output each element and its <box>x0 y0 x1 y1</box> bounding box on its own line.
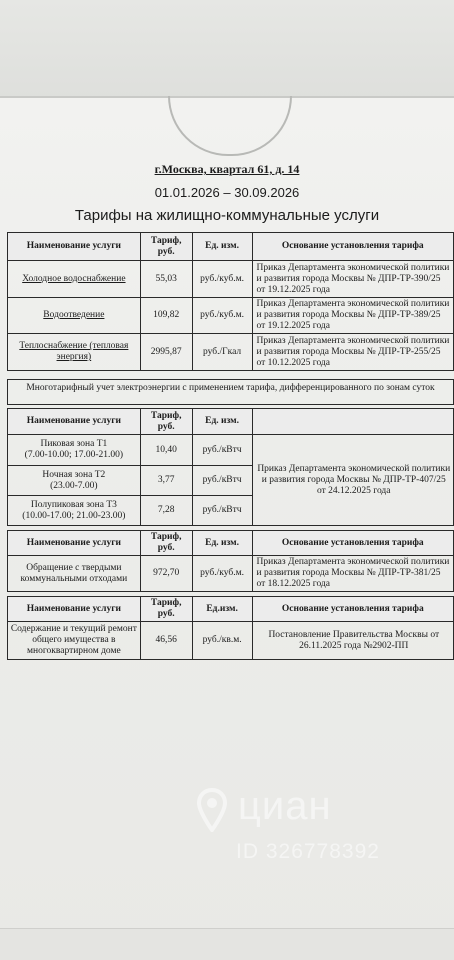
tariff-value: 55,03 <box>140 261 192 298</box>
tariff-value: 10,40 <box>140 435 192 466</box>
column-header <box>252 409 453 435</box>
table-row <box>8 261 454 298</box>
unit: руб./кВтч <box>192 435 252 466</box>
service-name: Обращение с твердыми коммунальными отходами <box>8 556 141 592</box>
column-header: Основание установления тарифа <box>252 233 453 261</box>
zone-label: Пиковая зона Т1 <box>40 439 108 449</box>
service-name: Содержание и текущий ремонт общего имущества в многоквартирном доме <box>8 622 141 660</box>
column-header: Ед.изм. <box>192 597 252 622</box>
column-header: Тариф, руб. <box>140 409 192 435</box>
tariff-basis: Приказ Департамента экономической политики и развития города Москвы № ДПР-ТР-390/25 от 19.12.2025 года <box>252 261 453 298</box>
zone-label: Полупиковая зона Т3 <box>30 499 117 510</box>
utilities-tariff-table <box>7 232 454 371</box>
tariff-value: 3,77 <box>140 466 192 496</box>
tariff-value: 2995,87 <box>140 334 192 371</box>
wall-background <box>0 0 454 100</box>
electricity-tariff-table <box>7 408 454 526</box>
cian-watermark <box>196 780 426 880</box>
table-row <box>8 622 454 660</box>
unit: руб./куб.м. <box>192 298 252 334</box>
zone-hours: (10.00-17.00; 21.00-23.00) <box>22 510 126 521</box>
tariff-value: 46,56 <box>140 622 192 660</box>
zone-name <box>8 496 141 526</box>
waste-tariff-table <box>7 530 454 592</box>
column-header: Ед. изм. <box>192 409 252 435</box>
table-header-row <box>8 597 454 622</box>
tariff-basis: Приказ Департамента экономической политики и развития города Москвы № ДПР-ТР-407/25 от 24.12.2025 года <box>252 435 453 526</box>
table-header-row <box>8 409 454 435</box>
table-header-row <box>8 233 454 261</box>
tariff-basis: Постановление Правительства Москвы от 26.11.2025 года №2902-ПП <box>252 622 453 660</box>
zone-hours: (7.00-10.00; 17.00-21.00) <box>24 450 124 460</box>
unit: руб./Гкал <box>192 334 252 371</box>
tariff-value: 7,28 <box>140 496 192 526</box>
column-header: Тариф, руб. <box>140 597 192 622</box>
unit: руб./кВтч <box>192 466 252 496</box>
tariff-basis: Приказ Департамента экономической политики и развития города Москвы № ДПР-ТР-255/25 от 10.12.2025 года <box>252 334 453 371</box>
column-header: Ед. изм. <box>192 531 252 556</box>
column-header: Тариф, руб. <box>140 531 192 556</box>
zone-label: Ночная зона Т2 <box>42 469 106 480</box>
maintenance-tariff-table <box>7 596 454 660</box>
table-row <box>8 556 454 592</box>
zone-name <box>8 466 141 496</box>
column-header: Наименование услуги <box>8 531 141 556</box>
column-header: Основание установления тарифа <box>252 597 453 622</box>
table-row <box>8 334 454 371</box>
tariff-value: 972,70 <box>140 556 192 592</box>
column-header: Наименование услуги <box>8 233 141 261</box>
zone-hours: (23.00-7.00) <box>50 480 98 491</box>
column-header: Основание установления тарифа <box>252 531 453 556</box>
tariff-value: 109,82 <box>140 298 192 334</box>
column-header: Тариф, руб. <box>140 233 192 261</box>
address-heading: г.Москва, квартал 61, д. 14 <box>154 162 300 176</box>
unit: руб./куб.м. <box>192 261 252 298</box>
watermark-brand: циан <box>238 784 332 828</box>
service-name: Холодное водоснабжение <box>8 261 141 298</box>
zone-name <box>8 435 141 466</box>
tariff-basis: Приказ Департамента экономической политики и развития города Москвы № ДПР-ТР-389/25 от 19.12.2025 года <box>252 298 453 334</box>
cian-pin-icon <box>196 788 228 832</box>
service-name: Водоотведение <box>8 298 141 334</box>
table-header-row <box>8 531 454 556</box>
frame-bottom-edge <box>0 928 454 960</box>
service-name: Теплоснабжение (тепловая энергия) <box>8 334 141 371</box>
validity-period: 01.01.2026 – 30.09.2026 <box>154 185 300 200</box>
unit: руб./куб.м. <box>192 556 252 592</box>
table-row <box>8 435 454 466</box>
table-row <box>8 298 454 334</box>
electricity-note: Многотарифный учет электроэнергии с применением тарифа, дифференцированного по зонам суток <box>7 379 454 405</box>
column-header: Ед. изм. <box>192 233 252 261</box>
document-title: Тарифы на жилищно-коммунальные услуги <box>74 207 380 224</box>
tariff-basis: Приказ Департамента экономической политики и развития города Москвы № ДПР-ТР-381/25 от 18.12.2025 года <box>252 556 453 592</box>
column-header: Наименование услуги <box>8 409 141 435</box>
column-header: Наименование услуги <box>8 597 141 622</box>
watermark-id: ID 326778392 <box>236 840 380 863</box>
unit: руб./кв.м. <box>192 622 252 660</box>
unit: руб./кВтч <box>192 496 252 526</box>
